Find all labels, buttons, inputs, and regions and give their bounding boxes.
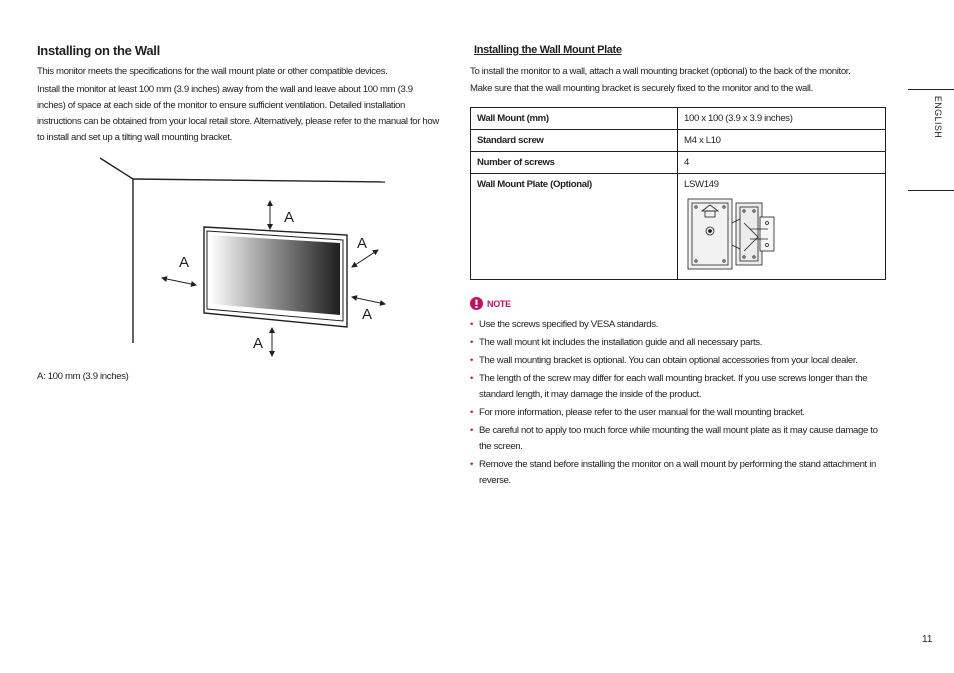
wall-mount-plate-image xyxy=(684,193,779,275)
label-a-bottom: A xyxy=(253,335,264,352)
caption-text: : 100 mm (3.9 inches) xyxy=(43,371,129,382)
sidebar-divider-bottom xyxy=(908,190,954,191)
note-label: NOTE xyxy=(487,298,511,309)
caption-key: A xyxy=(37,371,44,382)
spec-key: Number of screws xyxy=(471,152,678,174)
paragraph-specifications: This monitor meets the specifications for the wall mount plate or other compatible devices. xyxy=(37,66,388,77)
sidebar-divider-top xyxy=(908,89,954,90)
monitor-illustration xyxy=(204,227,347,327)
exclamation-icon xyxy=(470,297,483,310)
list-item: • Remove the stand before installing the monitor on a wall mount by performing the stand attachment in reverse. xyxy=(470,459,876,486)
diagram-caption xyxy=(37,369,129,385)
wall-mount-clearance-diagram xyxy=(100,155,400,360)
spec-value: M4 x L10 xyxy=(678,130,886,152)
label-a-back: A xyxy=(357,235,368,252)
wall-mount-spec-table xyxy=(470,107,886,280)
spec-value: 4 xyxy=(678,152,886,174)
bullet-icon: • xyxy=(470,407,474,418)
spec-key: Wall Mount Plate (Optional) xyxy=(471,174,678,280)
section-heading-installing-on-wall: Installing on the Wall xyxy=(37,43,160,58)
paragraph-attach-bracket: To install the monitor to a wall, attach a wall mounting bracket (optional) to the back of the monitor. xyxy=(470,66,851,77)
bullet-icon: • xyxy=(470,337,474,348)
list-item: • The wall mount kit includes the installation guide and all necessary parts. xyxy=(470,335,890,351)
wall-top-line xyxy=(133,179,385,182)
label-a-left: A xyxy=(179,254,190,271)
table-row xyxy=(471,108,886,130)
label-a-right: A xyxy=(362,306,373,323)
bullet-icon: • xyxy=(470,355,474,366)
page-number: 11 xyxy=(922,634,933,645)
note-header xyxy=(470,297,511,310)
table-row xyxy=(471,174,886,280)
list-item: • The wall mounting bracket is optional. You can obtain optional accessories from your local dealer. xyxy=(470,353,890,369)
clearance-arrow-left xyxy=(162,278,196,285)
clearance-arrow-back xyxy=(352,250,378,267)
notes-list xyxy=(470,317,890,491)
bullet-icon: • xyxy=(470,425,474,436)
paragraph-installation-spacing: Install the monitor at least 100 mm (3.9 inches) away from the wall and leave about 100 mm (3.9 inches) of space at each side of the monitor to ensure sufficient ventilation. Detailed installation instructions can be obtained from your local retail store. Alternatively, please refer to the manual for how to install and set up a tilting wall mounting bracket. xyxy=(37,84,439,143)
paragraph-secure-bracket: Make sure that the wall mounting bracket is securely fixed to the monitor and to the wall. xyxy=(470,83,813,94)
list-item: • Be careful not to apply too much force while mounting the wall mount plate as it may cause damage to the screen. xyxy=(470,425,878,452)
list-item: • Use the screws specified by VESA standards. xyxy=(470,317,890,333)
wall-clearance-illustration xyxy=(100,155,400,360)
table-row xyxy=(471,130,886,152)
spec-value: 100 x 100 (3.9 x 3.9 inches) xyxy=(678,108,886,130)
bullet-icon: • xyxy=(470,319,474,330)
list-item: • For more information, please refer to the user manual for the wall mounting bracket. xyxy=(470,405,890,421)
spec-value-cell xyxy=(678,174,886,280)
clearance-arrow-right xyxy=(352,297,385,304)
list-item: • The length of the screw may differ for each wall mounting bracket. If you use screws longer than the standard length, it may damage the inside of the product. xyxy=(470,373,868,400)
spec-key: Wall Mount (mm) xyxy=(471,108,678,130)
bullet-icon: • xyxy=(470,459,474,470)
bullet-icon: • xyxy=(470,373,474,384)
spec-key: Standard screw xyxy=(471,130,678,152)
wall-corner-line xyxy=(100,158,133,179)
spec-value: LSW149 xyxy=(684,179,719,190)
section-heading-wall-mount-plate: Installing the Wall Mount Plate xyxy=(474,44,622,56)
table-row xyxy=(471,152,886,174)
language-tab: ENGLISH xyxy=(933,95,943,139)
label-a-top: A xyxy=(284,209,295,226)
